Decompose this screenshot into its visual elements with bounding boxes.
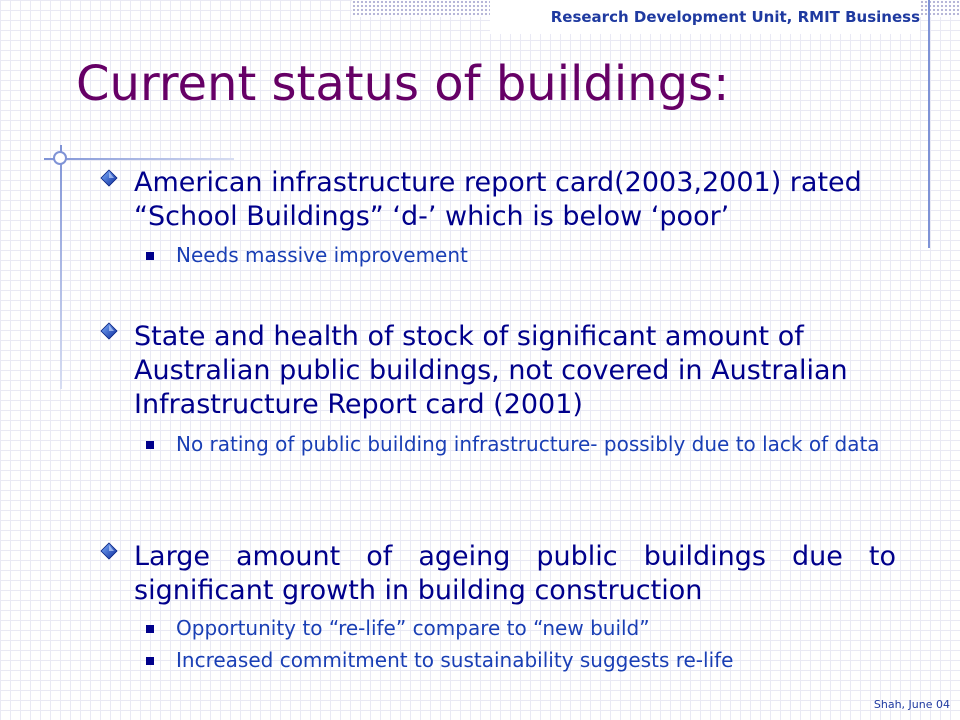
sub-point-1-1: Needs massive improvement [176, 243, 468, 267]
diamond-bullet-icon [100, 322, 118, 340]
organization-header: Research Development Unit, RMIT Business [550, 8, 920, 26]
left-accent-line [60, 145, 62, 389]
square-bullet-icon [146, 252, 154, 260]
bullet-point-3: Large amount of ageing public buildings due to significant growth in building construction [134, 541, 896, 606]
slide-footer: Shah, June 04 [873, 698, 950, 711]
sub-point-2-1: No rating of public building infrastructure- possibly due to lack of data [176, 432, 880, 456]
square-bullet-icon [146, 625, 154, 633]
square-bullet-icon [146, 657, 154, 665]
slide-title: Current status of buildings: [76, 56, 730, 112]
sub-point-3-1: Opportunity to “re-life” compare to “new build” [176, 616, 650, 640]
square-bullet-icon [146, 441, 154, 449]
sub-point-3-2: Increased commitment to sustainability suggests re-life [176, 648, 734, 672]
crosshair-ring-icon [53, 151, 67, 165]
title-underline [44, 158, 234, 160]
bullet-point-1: American infrastructure report card(2003,2001) rated “School Buildings” ‘d-’ which is below ‘poor’ [134, 167, 862, 232]
bullet-point-2: State and health of stock of significant amount of Australian public buildings, not covered in Australian Infrastructure Report card (2001) [134, 321, 848, 420]
diamond-bullet-icon [100, 542, 118, 560]
right-accent-line [928, 0, 930, 248]
diamond-bullet-icon [100, 169, 118, 187]
